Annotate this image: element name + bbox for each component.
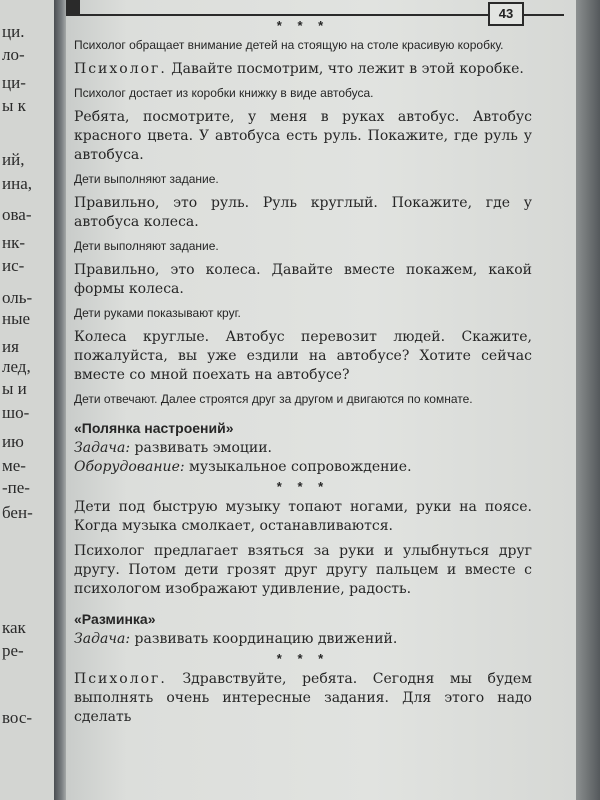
left-page-fragment: ные	[2, 309, 31, 328]
left-page-fragment: ова-	[2, 205, 32, 224]
book-page	[66, 0, 576, 800]
exercise-title: «Разминка»	[74, 611, 156, 627]
left-page-fragment: -пе-	[2, 478, 30, 497]
speech-text: Правильно, это руль. Руль круглый. Покажите, где у автобуса колеса.	[74, 195, 532, 230]
left-page-fragment: ы и	[2, 379, 27, 398]
left-page-fragment: ме-	[2, 456, 26, 475]
meta-text: развивать координацию движений.	[134, 631, 398, 647]
left-page-fragment: ию	[2, 432, 24, 451]
exercise-meta	[74, 439, 532, 458]
page-content	[74, 16, 532, 733]
speech-paragraph	[74, 194, 532, 232]
speech-paragraph	[74, 108, 532, 165]
left-page-fragment: ци-	[2, 73, 26, 92]
left-page-fragment: ий,	[2, 150, 25, 169]
page-number: 43	[488, 2, 524, 26]
stage-direction: Психолог достает из коробки книжку в виде автобуса.	[74, 86, 374, 100]
left-page-fragment: ия	[2, 337, 19, 356]
exercise-meta	[74, 630, 532, 649]
meta-label: Задача:	[74, 440, 131, 456]
speech-text: Давайте посмотрим, что лежит в этой коробке.	[171, 61, 524, 77]
speech-text: Правильно, это колеса. Давайте вместе покажем, какой формы колеса.	[74, 262, 532, 297]
stage-direction: Дети отвечают. Далее строятся друг за другом и двигаются по комнате.	[74, 392, 473, 406]
section-separator: * * *	[276, 479, 330, 494]
speaker-name: Психолог.	[74, 671, 167, 687]
left-page-fragment: нк-	[2, 233, 26, 252]
meta-text: музыкальное сопровождение.	[189, 459, 412, 475]
section-separator: * * *	[276, 18, 330, 33]
stage-direction: Дети выполняют задание.	[74, 239, 219, 253]
speech-paragraph	[74, 60, 532, 79]
speaker-name: Психолог.	[74, 61, 167, 77]
meta-text: развивать эмоции.	[134, 440, 272, 456]
speech-paragraph	[74, 328, 532, 385]
stage-direction: Дети руками показывают круг.	[74, 306, 241, 320]
exercise-title: «Полянка настроений»	[74, 420, 234, 436]
left-page-fragment: вос-	[2, 708, 33, 727]
left-page-fragment: оль-	[2, 288, 33, 307]
speech-text: Колеса круглые. Автобус перевозит людей. Скажите, пожалуйста, вы уже ездили на автобусе? Хотите сейчас вместе со мной поехать на автобусе?	[74, 329, 532, 383]
meta-label: Оборудование:	[74, 459, 185, 475]
speech-paragraph	[74, 498, 532, 536]
left-page-fragment: ци.	[2, 22, 25, 41]
left-page-fragment: ло-	[2, 45, 25, 64]
meta-label: Задача:	[74, 631, 131, 647]
left-page-fragment: как	[2, 618, 26, 637]
left-page-fragment: ре-	[2, 641, 24, 660]
stage-direction: Дети выполняют задание.	[74, 172, 219, 186]
speech-paragraph	[74, 261, 532, 299]
left-page-edge	[0, 0, 54, 800]
stage-direction: Психолог обращает внимание детей на стоящую на столе красивую коробку.	[74, 38, 504, 52]
speech-paragraph	[74, 542, 532, 599]
left-page-fragment: ина,	[2, 174, 32, 193]
section-separator: * * *	[276, 651, 330, 666]
left-page-fragment: ы к	[2, 96, 26, 115]
left-page-fragment: шо-	[2, 403, 30, 422]
speech-text: Дети под быструю музыку топают ногами, руки на поясе. Когда музыка смолкает, останавливаются.	[74, 499, 532, 534]
speech-text: Здравствуйте, ребята. Сегодня мы будем выполнять очень интересные задания. Для этого надо сделать	[74, 671, 533, 725]
left-page-fragment: ис-	[2, 256, 25, 275]
background-edge	[576, 0, 600, 800]
exercise-meta	[74, 458, 532, 477]
speech-paragraph	[74, 670, 532, 727]
left-page-fragment: бен-	[2, 503, 33, 522]
speech-text: Ребята, посмотрите, у меня в руках автобус. Автобус красного цвета. У автобуса есть руль. Покажите, где руль у автобуса.	[74, 109, 532, 163]
speech-text: Психолог предлагает взяться за руки и улыбнуться друг другу. Потом дети грозят друг другу пальцем и вместе с психологом изображают удивление, радость.	[74, 543, 532, 597]
left-page-fragment: лед,	[2, 357, 31, 376]
